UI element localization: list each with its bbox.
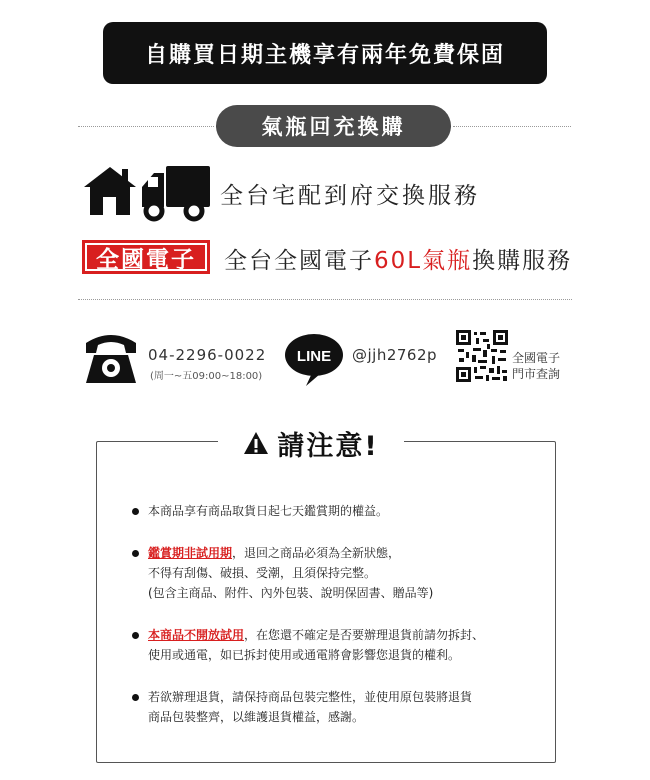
notice-line: 本商品享有商品取貨日起七天鑑賞期的權益。: [148, 504, 389, 518]
warranty-banner: [103, 22, 547, 84]
store-logo-text: 全國電子: [96, 246, 196, 273]
qr-code-icon[interactable]: [456, 330, 508, 382]
notice-item: [132, 687, 542, 727]
delivery-service: [82, 163, 602, 225]
line-id[interactable]: @jjh2762p: [352, 346, 438, 364]
divider-left: [78, 126, 214, 127]
telephone-icon: [82, 325, 140, 387]
bullet-icon: [132, 508, 139, 515]
house-truck-icon: [82, 163, 212, 225]
notice-item: [132, 501, 542, 521]
notice-item: [132, 543, 542, 603]
section-title-pill: [216, 105, 451, 147]
bullet-icon: [132, 550, 139, 557]
notice-item: [132, 625, 542, 665]
notice-line: 若欲辦理退貨，請保持商品包裝完整性，並使用原包裝將退貨: [148, 690, 473, 704]
section-title: 氣瓶回充換購: [261, 115, 406, 139]
line-chat-icon[interactable]: [284, 333, 344, 387]
store-text-highlight: 60L氣瓶: [374, 248, 473, 274]
bullet-icon: [132, 694, 139, 701]
store-lookup-line1: 全國電子: [512, 351, 561, 365]
warning-icon: [243, 431, 269, 455]
house-icon: [84, 167, 136, 215]
notice-line: 商品包裝整齊，以維護退貨權益，感謝。: [148, 710, 365, 724]
notice-highlight: 本商品不開放試用: [148, 628, 245, 642]
store-lookup-label[interactable]: [512, 350, 560, 382]
notice-line-text: ，在您還不確定是否要辦理退貨前請勿拆封、: [244, 628, 485, 642]
notice-title: [218, 424, 404, 462]
notice-line: 使用或通電，如已拆封使用或通電將會影響您退貨的權利。: [148, 648, 461, 662]
notice-line: 不得有刮傷、破損、受潮，且須保持完整。: [148, 566, 377, 580]
phone-number[interactable]: 04-2296-0022: [148, 346, 267, 364]
line-badge-text: LINE: [296, 348, 332, 365]
store-exchange-text: [224, 242, 572, 275]
store-lookup-line2: 門市查詢: [512, 367, 561, 381]
notice-line: [148, 543, 542, 563]
notice-line: [148, 625, 542, 645]
divider-right: [453, 126, 571, 127]
phone-hours: (周一~五09:00~18:00): [150, 371, 263, 382]
store-text-before: 全台全國電子: [224, 248, 374, 274]
notice-highlight: 鑑賞期非試用期: [148, 546, 233, 560]
store-text-after: 換購服務: [472, 248, 573, 274]
truck-icon: [142, 166, 210, 219]
notice-title-text: 請注意!: [277, 430, 379, 462]
notice-line-text: ，退回之商品必須為全新狀態，: [232, 546, 401, 560]
delivery-service-text: 全台宅配到府交換服務: [220, 183, 480, 209]
notice-list: [132, 501, 542, 749]
store-exchange-service: [82, 238, 602, 278]
divider-full: [78, 299, 572, 300]
warranty-text: 自購買日期主機享有兩年免費保固: [144, 42, 505, 68]
bullet-icon: [132, 632, 139, 639]
store-logo: [82, 240, 210, 274]
notice-line: (包含主商品、附件、內外包裝、說明保固書、贈品等): [148, 586, 434, 600]
